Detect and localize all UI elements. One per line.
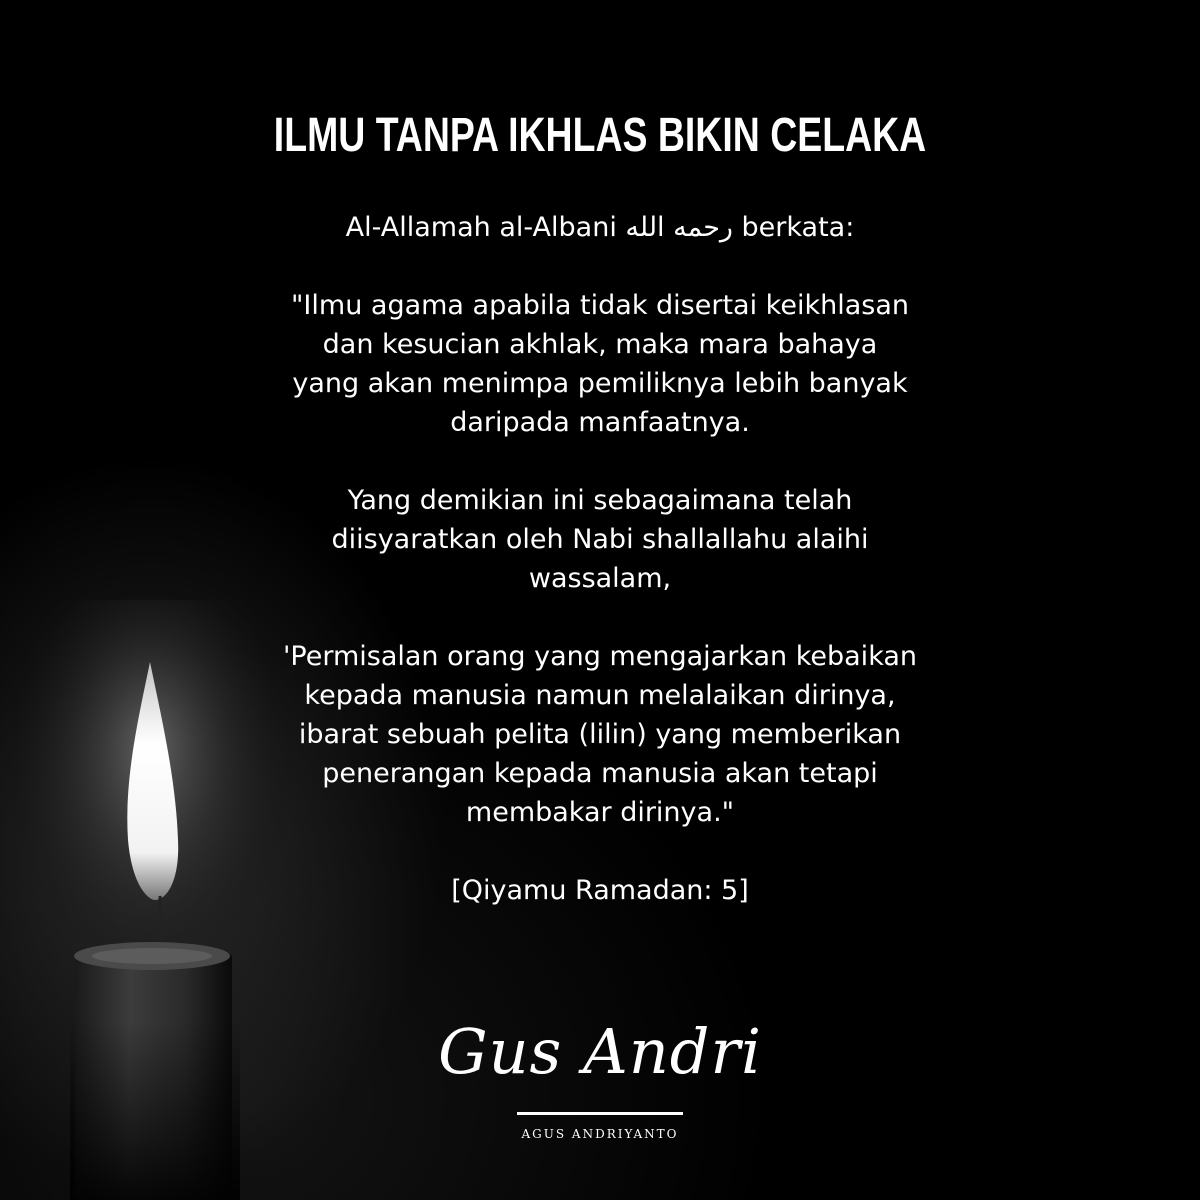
author-logo: [400, 1012, 800, 1141]
quote-paragraph-1: [200, 286, 1000, 442]
reference-text: [Qiyamu Ramadan: 5]: [451, 875, 749, 906]
quote2-line: ibarat sebuah pelita (lilin) yang memberikan: [298, 719, 902, 750]
reference-line: [200, 871, 1000, 910]
quote2-line: kepada manusia namun melalaikan dirinya,: [304, 680, 896, 711]
para2-line: wassalam,: [528, 563, 672, 594]
page-title: ILMU TANPA IKHLAS BIKIN CELAKA: [273, 109, 927, 162]
paragraph-2: [200, 481, 1000, 598]
quote2-line: penerangan kepada manusia akan tetapi: [322, 758, 878, 789]
logo-script-name: Gus Andri: [438, 1015, 762, 1088]
intro-line: [200, 208, 1000, 247]
quote1-line: "Ilmu agama apabila tidak disertai keikhlasan: [291, 290, 909, 321]
logo-subtitle: AGUS ANDRIYANTO: [521, 1127, 679, 1141]
logo-divider: [517, 1112, 683, 1115]
para2-line: diisyaratkan oleh Nabi shallallahu alaihi: [331, 524, 869, 555]
quote-paragraph-2: [200, 637, 1000, 832]
quote2-line: membakar dirinya.": [465, 797, 735, 828]
intro-prefix: Al-Allamah al-Albani: [345, 212, 626, 243]
quote-body: [200, 208, 1000, 949]
para2-line: Yang demikian ini sebagaimana telah: [347, 485, 853, 516]
quote1-line: daripada manfaatnya.: [450, 407, 750, 438]
quote1-line: yang akan menimpa pemiliknya lebih banyak: [292, 368, 908, 399]
quote2-line: 'Permisalan orang yang mengajarkan kebaikan: [282, 641, 918, 672]
intro-suffix: berkata:: [732, 212, 855, 243]
arabic-honorific: رحمه الله: [625, 212, 733, 243]
quote1-line: dan kesucian akhlak, maka mara bahaya: [322, 329, 878, 360]
